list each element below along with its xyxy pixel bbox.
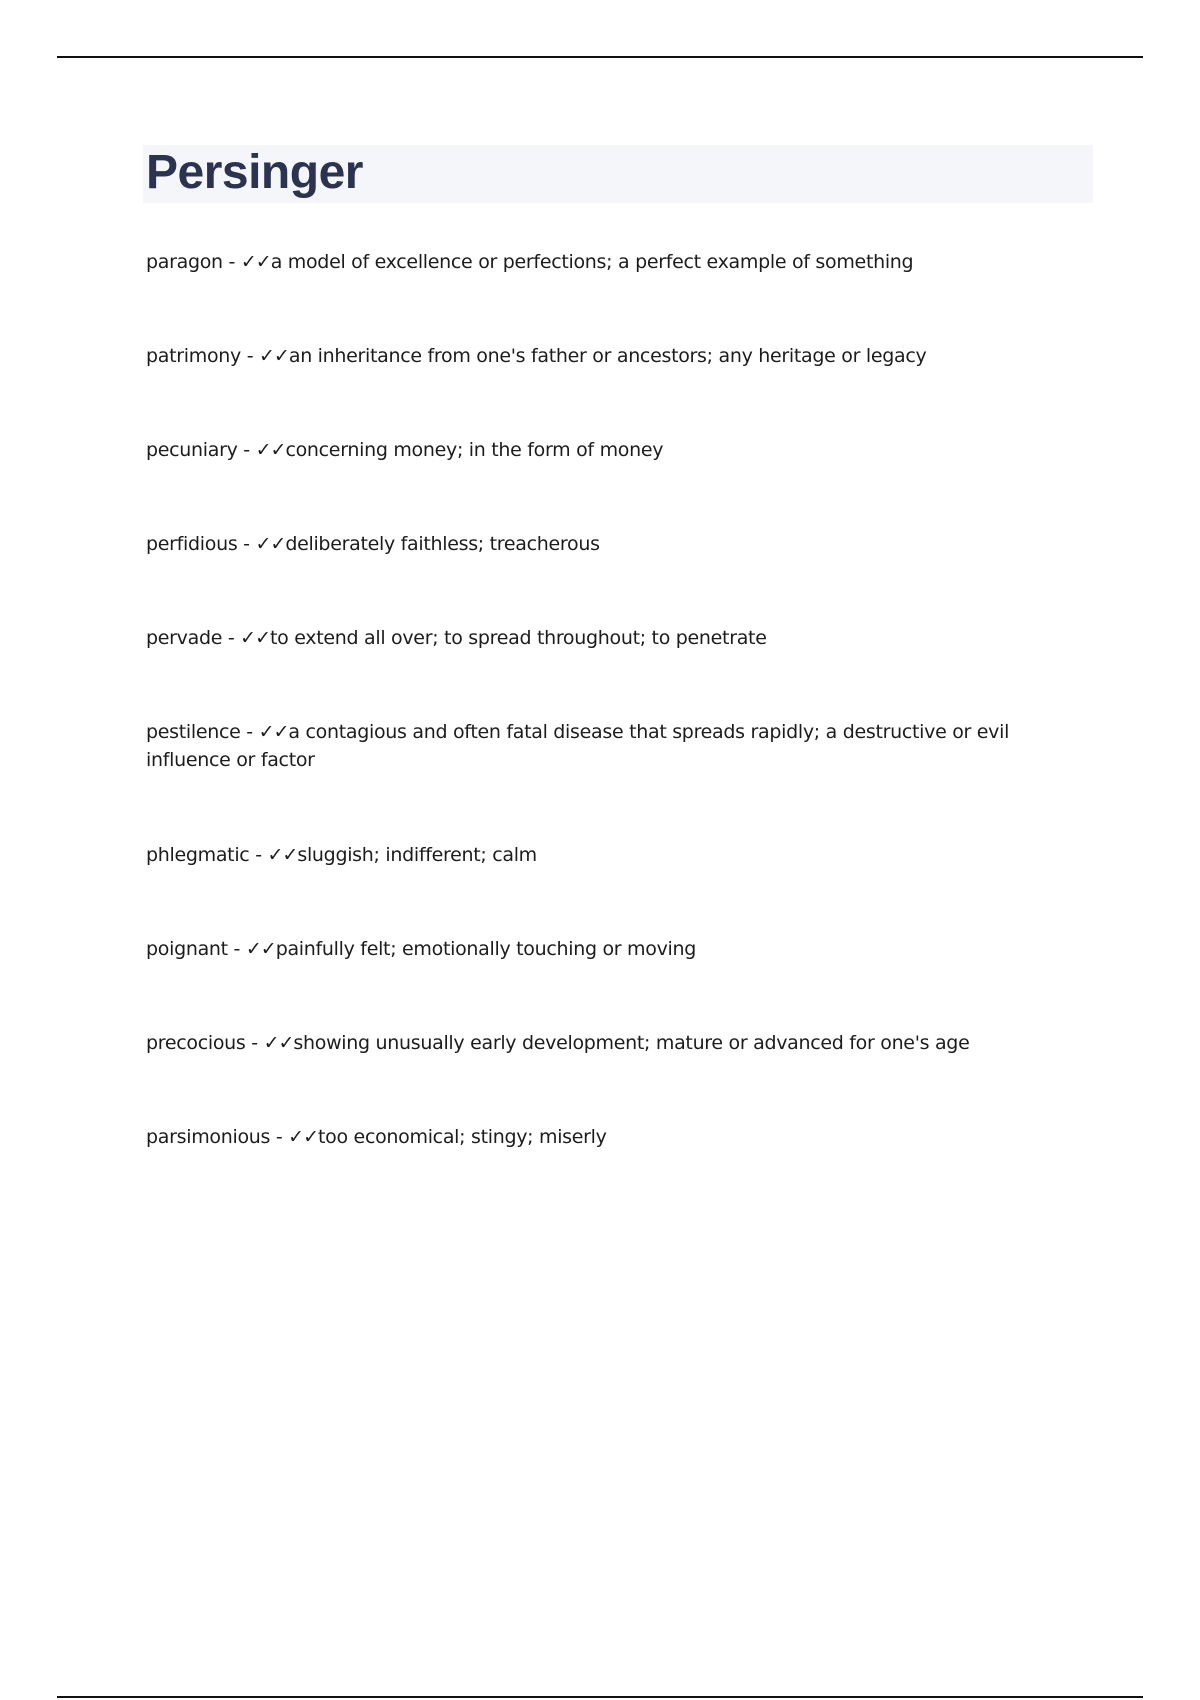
entry-term: phlegmatic bbox=[146, 844, 250, 866]
entry-term: pestilence bbox=[146, 721, 241, 743]
double-check-icon: ✓✓ bbox=[263, 1032, 294, 1054]
entry-separator: - bbox=[227, 938, 246, 960]
double-check-icon: ✓✓ bbox=[288, 1126, 319, 1148]
entry-term: perfidious bbox=[146, 533, 238, 555]
double-check-icon: ✓✓ bbox=[255, 533, 286, 555]
list-item bbox=[146, 342, 1086, 370]
double-check-icon: ✓✓ bbox=[255, 439, 286, 461]
entry-separator: - bbox=[237, 439, 256, 461]
list-item bbox=[146, 436, 1086, 464]
list-item bbox=[146, 1123, 1086, 1151]
list-item bbox=[146, 718, 1086, 774]
list-item bbox=[146, 530, 1086, 558]
double-check-icon: ✓✓ bbox=[240, 251, 271, 273]
entry-term: pecuniary bbox=[146, 439, 238, 461]
entry-separator: - bbox=[237, 533, 256, 555]
entry-definition: sluggish; indifferent; calm bbox=[297, 844, 537, 866]
double-check-icon: ✓✓ bbox=[267, 844, 298, 866]
entry-term: parsimonious bbox=[146, 1126, 271, 1148]
entry-definition: a contagious and often fatal disease that spreads rapidly; a destructive or evil influence or factor bbox=[146, 721, 1010, 771]
entry-term: precocious bbox=[146, 1032, 246, 1054]
entry-definition: to extend all over; to spread throughout; to penetrate bbox=[270, 627, 767, 649]
entry-definition: an inheritance from one's father or ancestors; any heritage or legacy bbox=[288, 345, 927, 367]
entry-term: patrimony bbox=[146, 345, 241, 367]
entry-definition: too economical; stingy; miserly bbox=[318, 1126, 607, 1148]
entry-separator: - bbox=[222, 627, 241, 649]
list-item bbox=[146, 841, 1086, 869]
entry-separator: - bbox=[240, 345, 260, 367]
footer-rule bbox=[57, 1696, 1143, 1698]
entry-definition: concerning money; in the form of money bbox=[285, 439, 664, 461]
entry-separator: - bbox=[240, 721, 259, 743]
entry-definition: deliberately faithless; treacherous bbox=[285, 533, 600, 555]
entry-separator: - bbox=[249, 844, 268, 866]
entry-separator: - bbox=[270, 1126, 289, 1148]
double-check-icon: ✓✓ bbox=[259, 345, 289, 367]
entry-term: pervade bbox=[146, 627, 223, 649]
entry-definition: painfully felt; emotionally touching or moving bbox=[275, 938, 697, 960]
entry-separator: - bbox=[245, 1032, 264, 1054]
list-item bbox=[146, 1029, 1086, 1057]
header-rule bbox=[57, 56, 1143, 58]
glossary-list bbox=[146, 248, 1086, 1217]
entry-definition: showing unusually early development; mature or advanced for one's age bbox=[293, 1032, 970, 1054]
list-item bbox=[146, 624, 1086, 652]
entry-term: paragon bbox=[146, 251, 223, 273]
entry-separator: - bbox=[222, 251, 241, 273]
double-check-icon: ✓✓ bbox=[245, 938, 276, 960]
double-check-icon: ✓✓ bbox=[240, 627, 270, 649]
list-item bbox=[146, 935, 1086, 963]
double-check-icon: ✓✓ bbox=[258, 721, 289, 743]
entry-term: poignant bbox=[146, 938, 228, 960]
list-item bbox=[146, 248, 1086, 276]
entry-definition: a model of excellence or perfections; a perfect example of something bbox=[270, 251, 914, 273]
page-title: Persinger bbox=[146, 146, 363, 199]
